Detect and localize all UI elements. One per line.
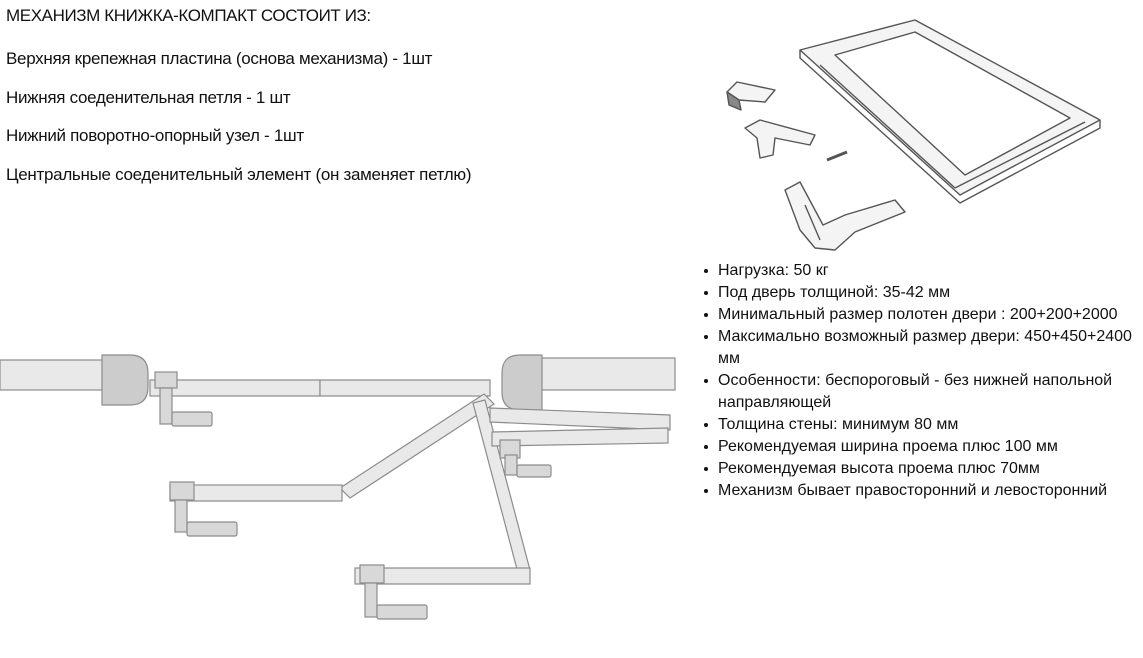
parts-heading: МЕХАНИЗМ КНИЖКА-КОМПАКТ СОСТОИТ ИЗ: (6, 6, 371, 25)
part-item-pivot-unit: Нижний поворотно-опорный узел - 1шт (6, 126, 304, 145)
spec-wall-thickness: Толщина стены: минимум 80 мм (700, 414, 1140, 436)
part-item-central-element: Центральные соеденительный элемент (он заменяет петлю) (6, 164, 472, 184)
spec-opening-height: Рекомендуемая высота проема плюс 70мм (700, 458, 1140, 480)
part-item-top-plate: Верхняя крепежная пластина (основа механизма) - 1шт (6, 49, 433, 68)
spec-opening-width: Рекомендуемая ширина проема плюс 100 мм (700, 436, 1140, 458)
spec-load: Нагрузка: 50 кг (700, 260, 1140, 282)
spec-features: Особенности: беспороговый - без нижней напольной направляющей (700, 370, 1140, 414)
spec-door-thickness: Под дверь толщиной: 35-42 мм (700, 282, 1140, 304)
part-item-bottom-hinge: Нижняя соеденительная петля - 1 шт (6, 87, 291, 107)
spec-handedness: Механизм бывает правосторонний и левосторонний (700, 480, 1140, 502)
spec-min-panel-size: Минимальный размер полотен двери : 200+200+2000 (700, 304, 1140, 326)
door-folding-diagram (0, 340, 690, 650)
parts-list (6, 48, 471, 202)
spec-max-door-size: Максимально возможный размер двери: 450+450+2400 мм (700, 326, 1140, 370)
mechanism-parts-illustration (715, 10, 1115, 260)
specifications-list (700, 260, 1140, 502)
